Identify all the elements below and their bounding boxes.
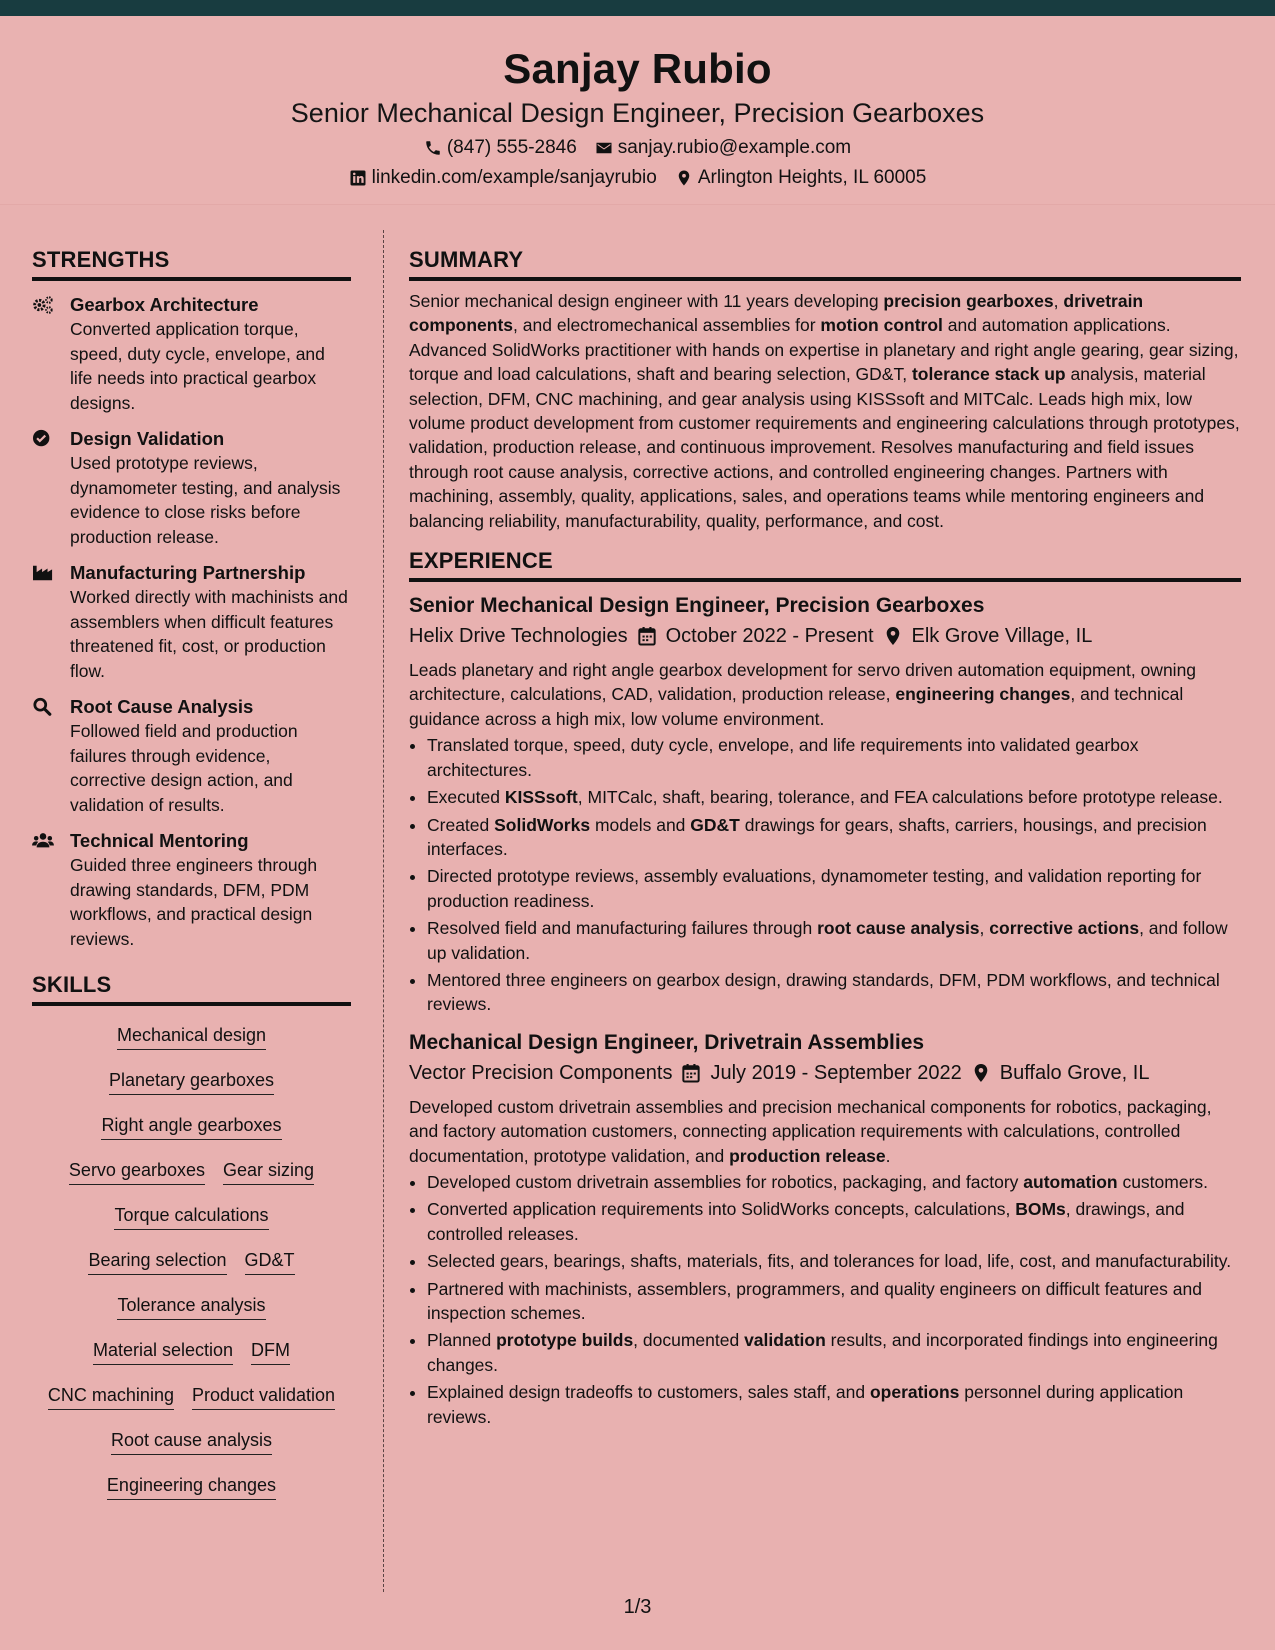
gears-icon: [32, 295, 54, 315]
strength-item: [32, 427, 351, 549]
text-span: Leads planetary and right angle gearbox development for servo driven automation equipment, owning architecture, calculations, CAD, validation, production release,: [409, 660, 1197, 705]
text-span: analysis, material selection, DFM, CNC machining, and gear analysis using KISSsoft and MITCalc. Leads high mix, low volume product development from customer requirements and engineering calculations through prototypes, validation, production release, and continuous improvement. Resolves manufacturing and field issues through root cause analysis, corrective actions, and controlled engineering changes. Partners with machining, assembly, quality, applications, sales, and operations teams while mentoring engineers and balancing reliability, manufacturability, quality, performance, and cost.: [409, 364, 1240, 531]
skill-tag: Material selection: [93, 1339, 233, 1365]
strength-description: Converted application torque, speed, duty cycle, envelope, and life needs into practical gearbox designs.: [70, 319, 325, 413]
strength-title: Design Validation: [70, 428, 225, 449]
contact-linkedin: [349, 166, 657, 190]
skill-tag: Right angle gearboxes: [101, 1114, 281, 1140]
contact-line-2: [0, 166, 1275, 190]
column-divider: [383, 230, 384, 1592]
text-span: models and: [590, 814, 691, 835]
text-span: Converted application requirements into SolidWorks concepts, calculations,: [427, 1199, 1016, 1220]
company-name: Helix Drive Technologies: [409, 625, 628, 648]
bullet-item: [427, 1197, 1241, 1246]
strength-description: Followed field and production failures through evidence, corrective design action, and validation of results.: [70, 721, 298, 815]
text-span: Created: [427, 814, 495, 835]
text-span: customers.: [1117, 1171, 1209, 1192]
skill-row: [32, 1378, 351, 1423]
map-pin-icon: [972, 1063, 990, 1083]
bold-phrase: tolerance stack up: [911, 364, 1066, 385]
text-span: Directed prototype reviews, assembly evaluations, dynamometer testing, and validation reporting for production readiness.: [427, 866, 1202, 911]
bullet-item: [427, 733, 1241, 782]
job-description: [409, 658, 1241, 731]
bold-phrase: drivetrain components: [409, 291, 1144, 336]
calendar-icon: [682, 1063, 700, 1083]
text-span: Developed custom drivetrain assemblies and precision mechanical components for robotics, packaging, and factory automation customers, connecting application requirements with calculations, controlled documentation, prototype validation, and: [409, 1096, 1212, 1166]
bullet-item: [427, 1249, 1241, 1273]
skill-tag: Tolerance analysis: [117, 1294, 265, 1320]
job-location: Buffalo Grove, IL: [999, 1061, 1150, 1084]
text-span: Resolved field and manufacturing failures through: [427, 918, 818, 939]
bold-phrase: GD&T: [690, 814, 740, 835]
skill-tag: Gear sizing: [223, 1159, 314, 1185]
job-meta: [409, 622, 1241, 650]
strength-description: Guided three engineers through drawing standards, DFM, PDM workflows, and practical design reviews.: [70, 855, 318, 949]
top-accent-bar: [0, 0, 1275, 16]
linkedin-icon: [349, 169, 367, 187]
map-pin-icon: [884, 626, 902, 646]
job-bullets: [409, 1170, 1241, 1429]
job-title: Mechanical Design Engineer, Drivetrain Assemblies: [409, 1030, 925, 1054]
skill-row: [32, 1288, 351, 1333]
skill-row: [32, 1018, 351, 1063]
left-column: [32, 246, 351, 1513]
text-span: Developed custom drivetrain assemblies for robotics, packaging, and factory: [427, 1171, 1024, 1192]
experience-list: [409, 592, 1241, 1429]
skill-tag: DFM: [251, 1339, 290, 1365]
skill-row: [32, 1153, 351, 1198]
job-bullets: [409, 733, 1241, 1016]
users-icon: [32, 831, 54, 851]
job-location: Elk Grove Village, IL: [911, 625, 1093, 648]
bold-phrase: BOMs: [1015, 1199, 1066, 1220]
strength-description: Used prototype reviews, dynamometer testing, and analysis evidence to close risks before production release.: [70, 453, 341, 547]
contact-location: [675, 166, 927, 190]
email-link[interactable]: sanjay.rubio@example.com: [617, 137, 852, 158]
linkedin-link[interactable]: linkedin.com/example/sanjayrubio: [371, 167, 657, 188]
job-description: [409, 1095, 1241, 1168]
text-span: personnel during application reviews.: [427, 1382, 1184, 1427]
job-entry: [409, 592, 1241, 1017]
text-span: Partnered with machinists, assemblers, programmers, and quality engineers on difficult features and inspection schemes.: [427, 1278, 1202, 1323]
bullet-item: [427, 864, 1241, 913]
company-name: Vector Precision Components: [409, 1061, 673, 1084]
skill-tag: GD&T: [245, 1249, 295, 1275]
phone-icon: [424, 139, 442, 157]
bold-phrase: corrective actions: [989, 918, 1140, 939]
map-pin-icon: [675, 169, 693, 187]
job-dates: October 2022 - Present: [665, 625, 874, 648]
text-span: Senior mechanical design engineer with 11 years developing: [409, 291, 884, 311]
bold-phrase: root cause analysis: [817, 918, 980, 939]
skills-list: [32, 1018, 351, 1513]
bold-phrase: production release: [729, 1145, 886, 1166]
text-span: , and electromechanical assemblies for: [513, 315, 821, 336]
check-circle-icon: [32, 429, 54, 449]
text-span: , documented: [633, 1330, 745, 1351]
text-span: Explained design tradeoffs to customers, sales staff, and: [427, 1382, 870, 1403]
skill-tag: Torque calculations: [114, 1204, 268, 1230]
job-entry: [409, 1029, 1241, 1429]
strengths-heading: STRENGTHS: [32, 246, 351, 281]
bold-phrase: engineering changes: [895, 684, 1071, 705]
skill-row: [32, 1468, 351, 1513]
contact-email: [595, 136, 851, 160]
skill-tag: Mechanical design: [117, 1024, 266, 1050]
text-span: ,: [979, 918, 990, 939]
skills-heading: SKILLS: [32, 971, 351, 1006]
strength-item: [32, 829, 351, 951]
page-number: 1/3: [623, 1596, 652, 1618]
text-span: Selected gears, bearings, shafts, materials, fits, and tolerances for load, life, cost, and manufacturability.: [427, 1251, 1232, 1272]
bold-phrase: KISSsoft: [504, 787, 578, 808]
skill-tag: Root cause analysis: [111, 1429, 272, 1455]
bullet-item: [427, 968, 1241, 1017]
bold-phrase: operations: [869, 1382, 960, 1403]
text-span: .: [885, 1145, 891, 1166]
job-title: Senior Mechanical Design Engineer, Precision Gearboxes: [409, 594, 985, 618]
skill-row: [32, 1108, 351, 1153]
experience-heading: EXPERIENCE: [409, 547, 1241, 582]
text-span: ,: [1053, 291, 1064, 311]
strength-title: Root Cause Analysis: [70, 696, 254, 717]
candidate-name: Sanjay Rubio: [503, 45, 772, 92]
strength-item: [32, 293, 351, 415]
text-span: drawings for gears, shafts, carriers, housings, and precision interfaces.: [427, 814, 1207, 859]
strength-item: [32, 561, 351, 683]
summary-text: [409, 289, 1241, 533]
resume-header: [0, 16, 1275, 205]
bullet-item: [427, 1380, 1241, 1429]
skill-row: [32, 1063, 351, 1108]
skill-row: [32, 1423, 351, 1468]
bullet-item: [427, 785, 1241, 809]
bold-phrase: validation: [744, 1330, 826, 1351]
location-text: Arlington Heights, IL 60005: [697, 167, 927, 188]
envelope-icon: [595, 139, 613, 157]
text-span: Mentored three engineers on gearbox design, drawing standards, DFM, PDM workflows, and technical reviews.: [427, 969, 1220, 1015]
summary-heading: SUMMARY: [409, 246, 1241, 281]
bold-phrase: automation: [1023, 1171, 1118, 1192]
strength-title: Manufacturing Partnership: [70, 562, 306, 583]
skill-row: [32, 1243, 351, 1288]
skill-tag: Servo gearboxes: [69, 1159, 205, 1185]
text-span: Executed: [427, 787, 505, 808]
candidate-title: Senior Mechanical Design Engineer, Precision Gearboxes: [290, 98, 985, 128]
skill-tag: Planetary gearboxes: [109, 1069, 274, 1095]
bullet-item: [427, 1277, 1241, 1326]
bold-phrase: motion control: [820, 315, 943, 336]
skill-tag: Engineering changes: [107, 1474, 276, 1500]
skill-tag: Product validation: [192, 1384, 335, 1410]
text-span: , MITCalc, shaft, bearing, tolerance, and FEA calculations before prototype release.: [577, 787, 1223, 808]
bold-phrase: SolidWorks: [494, 814, 591, 835]
bullet-item: [427, 813, 1241, 862]
text-span: Planned: [427, 1330, 497, 1351]
factory-icon: [32, 563, 54, 583]
strength-item: [32, 695, 351, 817]
bullet-item: [427, 916, 1241, 965]
skill-row: [32, 1333, 351, 1378]
bullet-item: [427, 1328, 1241, 1377]
skill-tag: Bearing selection: [88, 1249, 226, 1275]
bold-phrase: prototype builds: [496, 1330, 634, 1351]
calendar-icon: [638, 626, 656, 646]
job-dates: July 2019 - September 2022: [710, 1061, 962, 1084]
text-span: , and follow up validation.: [427, 918, 1228, 963]
text-span: , drawings, and controlled releases.: [427, 1199, 1185, 1244]
text-span: results, and incorporated findings into engineering changes.: [427, 1330, 1218, 1375]
text-span: Translated torque, speed, duty cycle, envelope, and life requirements into validated gearbox architectures.: [427, 735, 1139, 780]
strength-title: Gearbox Architecture: [70, 294, 259, 315]
text-span: , and technical guidance across a high mix, low volume environment.: [409, 684, 1184, 729]
skill-row: [32, 1198, 351, 1243]
strength-description: Worked directly with machinists and assemblers when difficult features threatened fit, cost, or production flow.: [70, 587, 348, 681]
search-icon: [32, 697, 54, 717]
strength-title: Technical Mentoring: [70, 830, 249, 851]
job-meta: [409, 1059, 1241, 1087]
skill-tag: CNC machining: [48, 1384, 174, 1410]
right-column: [409, 246, 1241, 1432]
contact-line-1: [0, 136, 1275, 160]
text-span: and automation applications. Advanced SolidWorks practitioner with hands on expertise in planetary and right angle gearing, gear sizing, torque and load calculations, shaft and bearing selection, GD&T,: [409, 315, 1239, 385]
contact-phone: [424, 136, 577, 160]
bold-phrase: precision gearboxes: [883, 291, 1054, 311]
bullet-item: [427, 1170, 1241, 1194]
phone-text: (847) 555-2846: [446, 137, 577, 158]
